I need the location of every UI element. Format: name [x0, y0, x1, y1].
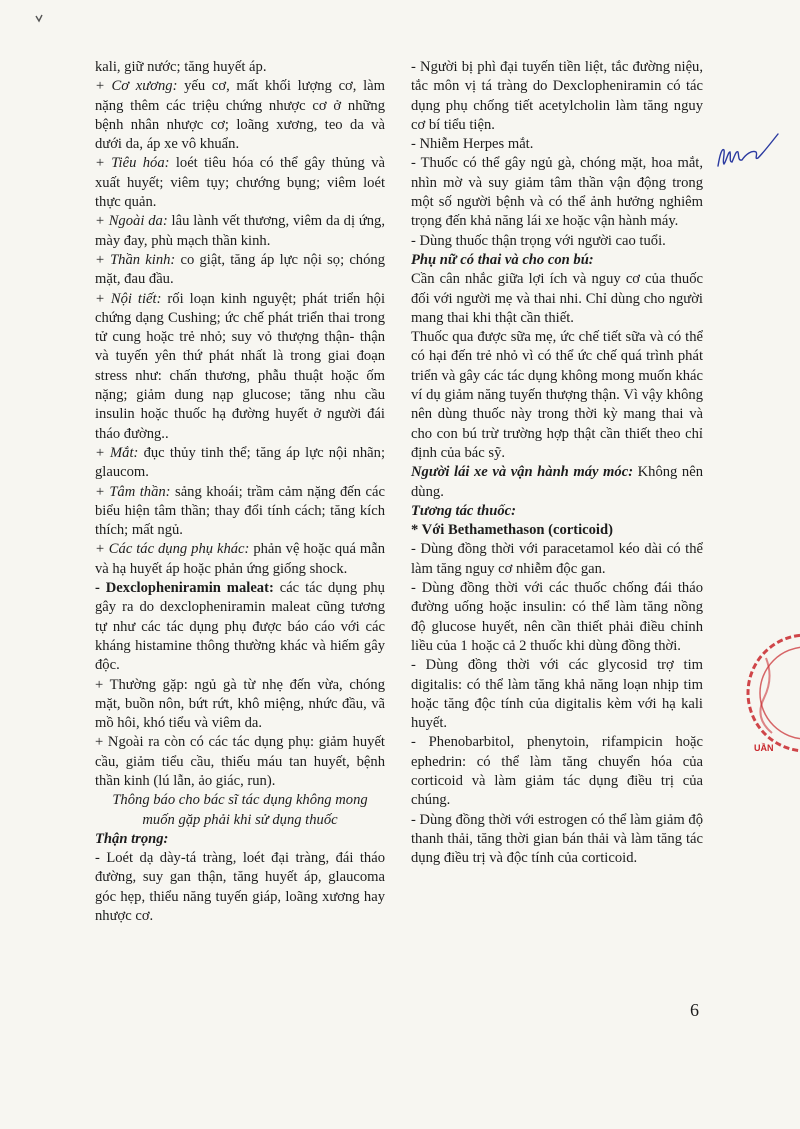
emphasized-text: + Tâm thần:	[95, 483, 171, 500]
emphasized-text: Tương tác thuốc:	[411, 502, 516, 519]
paragraph	[95, 58, 385, 77]
paragraph	[95, 791, 385, 830]
handwritten-initials-signature	[712, 128, 782, 173]
paragraph	[95, 849, 385, 926]
body-text: + Ngoài ra còn có các tác dụng phụ: giảm huyết cầu, giảm tiểu cầu, thiếu máu tan huyết, bệnh thần kinh (lú lẫn, ảo giác, run).	[95, 734, 385, 789]
emphasized-text: + Mắt:	[95, 444, 139, 461]
paragraph	[411, 579, 703, 656]
body-text: - Nhiễm Herpes mắt.	[411, 136, 534, 153]
body-text: yếu cơ, mất khối lượng cơ, làm nặng thêm các triệu chứng nhược cơ ở những bệnh nhân nhược cơ; loãng xương, teo da và dưới da, áp xe vô khuẩn.	[95, 78, 385, 153]
paragraph	[411, 328, 703, 463]
body-text: lâu lành vết thương, viêm da dị ứng, mày đay, phù mạch thần kinh.	[95, 213, 386, 249]
paragraph	[411, 540, 703, 579]
body-text: - Dùng đồng thời với paracetamol kéo dài có thể làm tăng nguy cơ nhiễm độc gan.	[411, 541, 703, 577]
paragraph	[411, 270, 703, 328]
emphasized-text: + Nội tiết:	[95, 290, 162, 307]
body-text: sảng khoái; trầm cảm nặng đến các biểu hiện tâm thần; thay đổi tính cách; tăng kích thích; mất ngủ.	[95, 483, 385, 539]
corner-scan-mark	[34, 10, 44, 20]
body-text: - Phenobarbitol, phenytoin, rifampicin hoặc ephedrin: có thể làm tăng chuyển hóa của corticoid và làm giảm tác dụng điều trị của chúng.	[411, 734, 703, 809]
body-text: đục thủy tinh thể; tăng áp lực nội nhãn; glaucom.	[95, 444, 385, 481]
emphasized-text: * Với Bethamethason (corticoid)	[411, 522, 613, 539]
emphasized-text: Phụ nữ có thai và cho con bú:	[411, 251, 594, 268]
paragraph	[95, 212, 385, 251]
body-text: phản vệ hoặc quá mẫn và hạ huyết áp hoặc phản ứng giống shock.	[95, 541, 385, 577]
body-text: Thuốc qua được sữa mẹ, ức chế tiết sữa và có thể có hại đến trẻ nhỏ vì có thể ức chế quá trình phát triển và gây các tác dụng không mong muốn khác ví dụ giảm năng tuyến thượng thận. Vì vậy không nên dùng thuốc này trong thời kỳ mang thai và cho con bú trừ trường hợp thật cần thiết theo chỉ định của bác sỹ.	[411, 329, 703, 461]
body-text: co giật, tăng áp lực nội sọ; chóng mặt, đau đầu.	[95, 251, 385, 288]
emphasized-text: Người lái xe và vận hành máy móc:	[411, 464, 634, 481]
body-text: loét tiêu hóa có thể gây thủng và xuất huyết; viêm tụy; chướng bụng; viêm loét thực quản.	[95, 155, 385, 211]
body-text: Không nên dùng.	[411, 464, 703, 500]
paragraph	[411, 58, 703, 135]
body-text: kali, giữ nước; tăng huyết áp.	[95, 59, 267, 75]
emphasized-text: Thông báo cho bác sĩ tác dụng không mong muốn gặp phải khi sử dụng thuốc	[112, 792, 368, 828]
paragraph	[95, 154, 385, 212]
emphasized-text: + Tiêu hóa:	[95, 155, 170, 172]
paragraph	[95, 483, 385, 541]
body-text: các tác dụng phụ gây ra do dexclopheniramin maleat cũng tương tự như các tác dụng phụ được báo cáo với các kháng histamine thông thường khác và hiếm gây độc.	[95, 580, 385, 674]
paragraph	[411, 811, 703, 869]
body-text: Cần cân nhắc giữa lợi ích và nguy cơ của thuốc đối với người mẹ và thai nhi. Chỉ dùng cho người mang thai khi thật cần thiết.	[411, 271, 703, 326]
body-text: + Thường gặp: ngủ gà từ nhẹ đến vừa, chóng mặt, buồn nôn, bứt rứt, khô miệng, nhức đầu, vã mồ hôi, khó tiểu và viêm da.	[95, 676, 385, 732]
body-text: - Dùng thuốc thận trọng với người cao tuổi.	[411, 232, 666, 249]
body-text: - Người bị phì đại tuyến tiền liệt, tắc đường niệu, tắc môn vị tá tràng do Dexclopheniramin có tác dụng phụ chống tiết acetylcholin làm tăng nguy cơ bí tiểu tiện.	[411, 59, 703, 133]
paragraph	[95, 830, 385, 849]
paragraph	[411, 135, 703, 154]
red-seal-stamp	[744, 618, 800, 768]
right-column	[411, 58, 703, 868]
page-number: 6	[690, 1000, 699, 1020]
paragraph	[95, 444, 385, 483]
body-text: - Loét dạ dày-tá tràng, loét đại tràng, đái tháo đường, suy gan thận, tăng huyết áp, glaucoma góc hẹp, thiểu năng tuyến giáp, loãng xương hay nhược cơ.	[95, 850, 385, 925]
paragraph	[95, 579, 385, 675]
paragraph	[411, 232, 703, 251]
emphasized-text: + Cơ xương:	[95, 78, 178, 95]
paragraph	[95, 733, 385, 791]
paragraph	[95, 540, 385, 579]
emphasized-text: - Dexclopheniramin maleat:	[95, 580, 274, 597]
paragraph	[411, 656, 703, 733]
paragraph	[411, 521, 703, 540]
emphasized-text: Thận trọng:	[95, 830, 169, 847]
paragraph	[411, 251, 703, 270]
paragraph	[411, 733, 703, 810]
paragraph	[95, 251, 385, 290]
body-text: - Dùng đồng thời với các glycosid trợ tim digitalis: có thể làm tăng khả năng loạn nhịp tim hoặc tăng độc tính của digitalis kèm với hạ kali huyết.	[411, 657, 703, 732]
paragraph	[411, 154, 703, 231]
body-text: - Thuốc có thể gây ngủ gà, chóng mặt, hoa mắt, nhìn mờ và suy giảm tâm thần vận động trong một số người bệnh và có thể ảnh hưởng nghiêm trọng đến khả năng lái xe hoặc vận hành máy.	[411, 155, 703, 230]
emphasized-text: + Ngoài da:	[95, 213, 168, 230]
left-column	[95, 58, 385, 926]
emphasized-text: + Các tác dụng phụ khác:	[95, 541, 250, 558]
paragraph	[95, 676, 385, 734]
paragraph	[411, 463, 703, 502]
paragraph	[95, 77, 385, 154]
stamp-text: UẦN	[754, 743, 774, 753]
body-text: - Dùng đồng thời với estrogen có thể làm giảm độ thanh thải, tăng thời gian bán thải và làm tăng tác dụng điều trị và độc tính của corticoid.	[411, 811, 703, 867]
body-text: rối loạn kinh nguyệt; phát triển hội chứng dạng Cushing; ức chế phát triển thai trong tử cung hoặc trẻ nhỏ; suy vỏ thượng thận- thận và tuyến yên thứ phát nhất là trong giai đoạn stress như: chấn thương, phẫu thuật hoặc ốm nặng; giảm dung nạp glucose; tăng nhu cầu insulin hoặc thuốc hạ đường huyết ở người đái tháo đường..	[95, 290, 385, 442]
paragraph	[95, 290, 385, 444]
body-text: - Dùng đồng thời với các thuốc chống đái tháo đường uống hoặc insulin: có thể làm tăng nồng độ glucose huyết, nên cần thiết phải điều chỉnh liều của 1 hoặc cả 2 thuốc khi dùng đồng thời.	[411, 580, 703, 654]
paragraph	[411, 502, 703, 521]
emphasized-text: + Thần kinh:	[95, 251, 176, 268]
